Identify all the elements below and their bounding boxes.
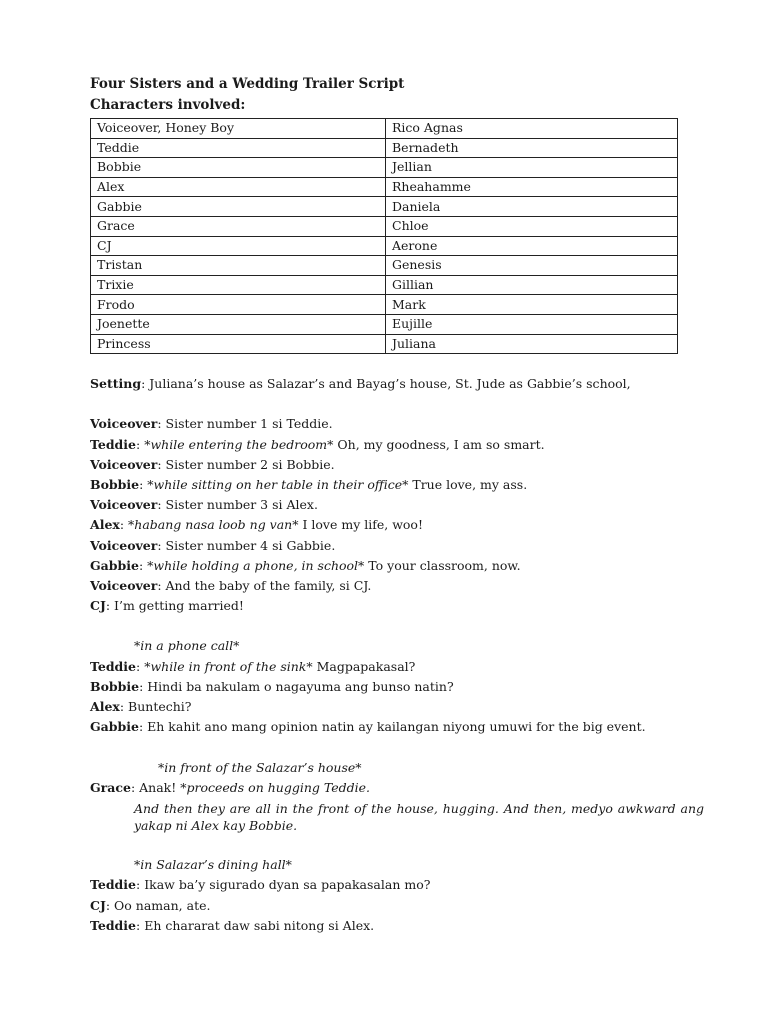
line-text: : Sister number 2 si Bobbie. [157,456,335,472]
actor-name: Chloe [386,216,678,236]
actor-name: Rheahamme [386,177,678,197]
character-name: Gabbie [91,197,386,217]
script-line [90,435,690,455]
actor-name: Daniela [386,197,678,217]
stage-direction: *while sitting on her table in their office* [147,476,409,492]
line-text: : I’m getting married! [105,598,244,614]
character-name: Trixie [91,275,386,295]
speaker: Voiceover [90,456,158,472]
cast-table [90,118,678,354]
line-text: : And the baby of the family, si CJ. [157,577,372,593]
character-name: Voiceover, Honey Boy [91,119,386,139]
setting-line [90,374,690,394]
speaker: Alex [90,699,120,714]
character-name: Joenette [91,314,386,334]
speaker: Bobbie [90,476,140,492]
line-text: : Eh chararat daw sabi nitong si Alex. [136,917,375,933]
line-text: True love, my ass. [408,476,528,492]
scene-direction: *in Salazar’s dining hall* [134,857,292,873]
script-line [90,717,690,737]
setting-text: : Juliana’s house as Salazar’s and Bayag’s house, St. Jude as Gabbie’s school, [141,376,631,391]
speaker: Voiceover [90,497,158,513]
cast-row [91,119,678,139]
characters-heading: Characters involved: [90,97,246,113]
speaker: Voiceover [90,537,158,553]
line-text: : Ikaw ba’y sigurado dyan sa papakasalan mo? [136,877,431,893]
cast-row [91,197,678,217]
speaker: Voiceover [90,577,158,593]
script-line [90,576,690,596]
line-text: I love my life, woo! [298,517,423,533]
script-line [90,778,690,798]
speaker: Grace [90,779,131,795]
speaker: Gabbie [90,557,139,573]
setting-label: Setting [90,376,142,391]
speaker: Bobbie [90,678,140,694]
character-name: CJ [91,236,386,256]
stage-direction: *proceeds on hugging Teddie. [180,779,370,795]
stage-direction: *while entering the bedroom* [144,436,334,452]
cast-row [91,275,678,295]
speaker: Teddie [90,436,137,452]
cast-row [91,295,678,315]
speaker: CJ [90,897,106,913]
actor-name: Mark [386,295,678,315]
line-text: Oh, my goodness, I am so smart. [333,436,545,452]
line-text: : Buntechi? [119,699,192,714]
actor-name: Eujille [386,314,678,334]
character-name: Grace [91,216,386,236]
line-text: Magpapakasal? [312,658,416,674]
line-text: : [138,557,148,573]
line-text: : [119,517,129,533]
line-text: : Eh kahit ano mang opinion natin ay kailangan niyong umuwi for the big event. [138,719,646,735]
actor-name: Jellian [386,158,678,178]
stage-direction: *habang nasa loob ng van* [128,517,299,533]
character-name: Alex [91,177,386,197]
speaker: Voiceover [90,416,158,432]
script-line [90,697,690,717]
cast-row [91,236,678,256]
speaker: Gabbie [90,719,139,735]
line-text: : [136,658,145,674]
line-text: : Sister number 1 si Teddie. [157,416,333,432]
actor-name: Aerone [386,236,678,256]
character-name: Bobbie [91,158,386,178]
cast-row [91,334,678,354]
character-name: Teddie [91,138,386,158]
cast-row [91,314,678,334]
character-name: Princess [91,334,386,354]
script-line [90,495,690,515]
script-line [90,414,690,434]
speaker: Teddie [90,917,137,933]
script-line [90,596,690,616]
cast-row [91,138,678,158]
narration-paragraph: And then they are all in the front of the house, hugging. And then, medyo awkward ang yakap ni Alex kay Bobbie. [134,800,704,834]
cast-row [91,177,678,197]
speaker: Teddie [90,877,137,893]
cast-row [91,216,678,236]
speaker: Teddie [90,658,137,674]
line-text: : Sister number 3 si Alex. [157,497,318,513]
document-title: Four Sisters and a Wedding Trailer Script [90,76,405,92]
line-text: : Hindi ba nakulam o nagayuma ang bunso natin? [139,678,454,694]
script-line [90,515,690,535]
line-text: : Anak! [130,779,181,795]
script-line [90,536,690,556]
cast-row [91,256,678,276]
actor-name: Juliana [386,334,678,354]
script-line [90,455,690,475]
stage-direction: *while in front of the sink* [144,658,313,674]
character-name: Tristan [91,256,386,276]
speaker: CJ [90,598,106,614]
script-line [90,875,690,895]
script-line [90,677,690,697]
scene-direction: *in a phone call* [134,638,240,654]
line-text: : [136,436,145,452]
line-text: To your classroom, now. [364,557,521,573]
script-line [90,916,690,936]
actor-name: Bernadeth [386,138,678,158]
actor-name: Genesis [386,256,678,276]
line-text: : [139,476,148,492]
character-name: Frodo [91,295,386,315]
cast-row [91,158,678,178]
script-line [90,475,690,495]
actor-name: Gillian [386,275,678,295]
stage-direction: *while holding a phone, in school* [147,557,365,573]
script-body [90,374,704,936]
line-text: : Oo naman, ate. [105,897,211,913]
script-line [90,896,690,916]
scene-direction: *in front of the Salazar’s house* [158,759,362,775]
line-text: : Sister number 4 si Gabbie. [157,537,336,553]
actor-name: Rico Agnas [386,119,678,139]
script-line [90,556,690,576]
speaker: Alex [90,517,120,533]
script-line [90,657,690,677]
